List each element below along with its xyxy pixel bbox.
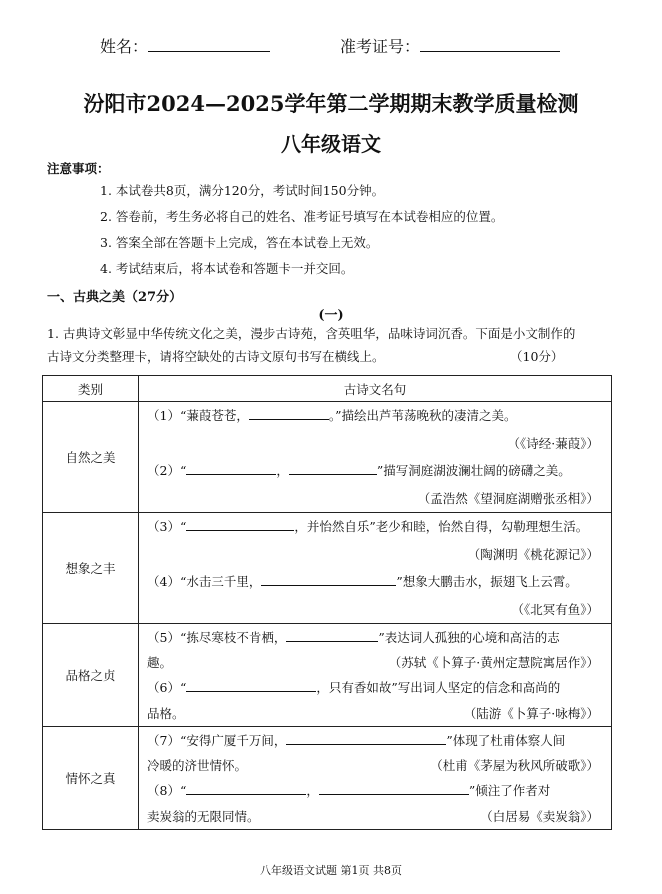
table-row	[139, 513, 612, 624]
section-heading: 一、古典之美（27分）	[47, 290, 183, 305]
blank-7[interactable]	[286, 730, 446, 745]
exam-id-field	[340, 34, 560, 57]
notice-heading: 注意事项：	[47, 161, 110, 176]
item-5: （5）“拣尽寒枝不肯栖， ”表达词人孤独的心境和高洁的志	[139, 624, 611, 652]
category-nature: 自然之美	[43, 402, 139, 513]
blank-5[interactable]	[286, 627, 378, 642]
item-7: （7）“安得广厦千万间， ”体现了杜甫体察人间	[139, 727, 611, 755]
blank-8b[interactable]	[319, 780, 469, 795]
blank-6[interactable]	[186, 677, 316, 692]
blank-4[interactable]	[261, 571, 396, 586]
exam-id-blank[interactable]	[420, 37, 560, 52]
poetry-table	[42, 375, 612, 830]
name-field	[100, 34, 270, 57]
item-8: （8）“ ， ”倾注了作者对	[139, 777, 611, 805]
table-header-lines: 古诗文名句	[139, 376, 612, 402]
notice-item-4: 4. 考试结束后，将本试卷和答题卡一并交回。	[100, 261, 354, 276]
question-1-line-1: 1. 古典诗文彰显中华传统文化之美，漫步古诗苑，含英咀华，品味诗词沉香。下面是小文制作的	[47, 326, 576, 341]
blank-2a[interactable]	[186, 460, 276, 475]
question-1-line-2: 古诗文分类整理卡，请将空缺处的古诗文原句书写在横线上。	[47, 349, 385, 364]
blank-2b[interactable]	[289, 460, 377, 475]
exam-id-label: 准考证号：	[340, 37, 421, 56]
name-label: 姓名：	[100, 37, 149, 56]
category-imagination: 想象之丰	[43, 513, 139, 624]
table-row: （5）“拣尽寒枝不肯栖， ”表达词人孤独的心境和高洁的志 趣。 （苏轼《卜算子·黄州定慧院寓居作》） （6）“ ，只有香如故”写出词人坚定的信念和高尚的 品格。 （陆游《卜算子·咏梅》）	[139, 624, 612, 727]
name-blank[interactable]	[148, 37, 270, 52]
item-3: （3）“ ，并怡然自乐”老少和睦，怡然自得，勾勒理想生活。	[139, 513, 611, 541]
blank-1[interactable]	[249, 405, 329, 420]
page-footer: 八年级语文试题 第1页 共8页	[260, 864, 402, 877]
notice-item-2: 2. 答卷前，考生务必将自己的姓名、准考证号填写在本试卷相应的位置。	[100, 209, 504, 224]
part-label: (一)	[318, 308, 344, 323]
page-title: 汾阳市2024—2025学年第二学期期末教学质量检测	[83, 91, 579, 116]
category-sentiment: 情怀之真	[43, 727, 139, 830]
source-3: （陶渊明《桃花源记》）	[467, 547, 599, 562]
blank-3[interactable]	[186, 516, 294, 531]
source-6: （陆游《卜算子·咏梅》）	[463, 706, 599, 721]
source-4: （《北冥有鱼》）	[511, 602, 599, 617]
source-1: （《诗经·蒹葭》）	[507, 436, 599, 451]
blank-8a[interactable]	[186, 780, 306, 795]
source-8: （白居易《卖炭翁》）	[480, 809, 599, 824]
source-2: （孟浩然《望洞庭湖赠张丞相》）	[417, 491, 599, 506]
category-character: 品格之贞	[43, 624, 139, 727]
source-7: （杜甫《茅屋为秋风所破歌》）	[430, 758, 599, 773]
table-header-category: 类别	[43, 376, 139, 402]
table-row: （7）“安得广厦千万间， ”体现了杜甫体察人间 冷暖的济世情怀。 （杜甫《茅屋为秋风所破歌》） （8）“ ， ”倾注了作者对 卖炭翁的无限同情。 （白居易《卖炭翁》）	[139, 727, 612, 830]
source-5: （苏轼《卜算子·黄州定慧院寓居作》）	[388, 655, 599, 670]
notice-item-3: 3. 答案全部在答题卡上完成，答在本试卷上无效。	[100, 235, 379, 250]
table-row	[139, 402, 612, 513]
notice-item-1: 1. 本试卷共8页，满分120分，考试时间150分钟。	[100, 183, 385, 198]
item-6: （6）“ ，只有香如故”写出词人坚定的信念和高尚的	[139, 674, 611, 702]
item-4: （4）“水击三千里， ”想象大鹏击水，振翅飞上云霄。	[139, 568, 611, 596]
item-1: （1）“蒹葭苍苍， 。”描绘出芦苇荡晚秋的凄清之美。	[139, 402, 611, 430]
page-subtitle: 八年级语文	[281, 132, 381, 156]
question-1-points: （10分）	[510, 349, 564, 364]
item-2: （2）“ ， ”描写洞庭湖波澜壮阔的磅礴之美。	[139, 457, 611, 485]
